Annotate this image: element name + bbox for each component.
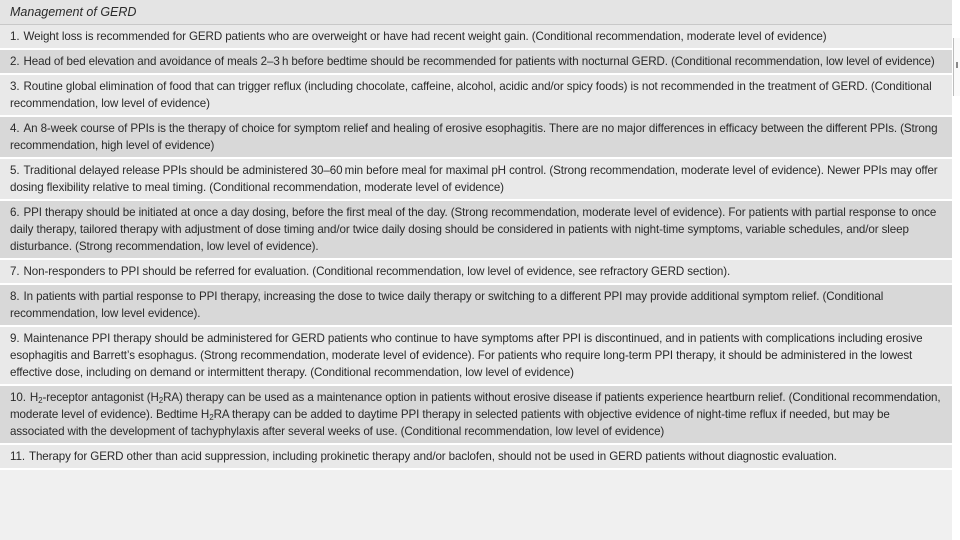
table-row <box>0 260 952 285</box>
row-number: 9. <box>10 332 20 345</box>
row-number: 6. <box>10 206 20 219</box>
row-text: Therapy for GERD other than acid suppression, including prokinetic therapy and/or baclofen, should not be used in GERD patients without diagnostic evaluation. <box>28 450 837 463</box>
row-text: Maintenance PPI therapy should be administered for GERD patients who continue to have symptoms after PPI is discontinued, and in patients with complications including erosive esophagitis and Barrett’s esophagus. (Strong recommendation, moderate level of evidence). For patients who require long-term PPI therapy, it should be administered in the lowest effective dose, including on demand or intermittent therapy. (Conditional recommendation, low level of evidence) <box>10 332 923 379</box>
row-number: 1. <box>10 30 20 43</box>
row-text: Traditional delayed release PPIs should be administered 30–60 min before meal for maximal pH control. (Strong recommendation, moderate level of evidence). Newer PPIs may offer dosing flexibility relative to meal timing. (Conditional recommendation, moderate level of evidence) <box>10 164 938 194</box>
scroll-thumb[interactable] <box>956 62 958 68</box>
row-text: Non-responders to PPI should be referred for evaluation. (Conditional recommendation, low level of evidence, see refractory GERD section). <box>23 265 731 278</box>
row-text-part: RA) therapy can be used as a maintenance option in patients without erosive disease if patients experience heartburn relief. (Conditional recommendation, moderate level of evidence). Bedtime H <box>10 391 941 421</box>
row-text: PPI therapy should be initiated at once a day dosing, before the first meal of the day. (Strong recommendation, moderate level of evidence). For patients with partial response to once daily therapy, tailored therapy with adjustment of dose timing and/or twice daily dosing should be considered in patients with night-time symptoms, variable schedules, and/or sleep disturbance. (Strong recommendation, low level of evidence). <box>10 206 937 253</box>
subscript: 2 <box>209 413 214 422</box>
row-number: 4. <box>10 122 20 135</box>
table-row <box>0 327 952 386</box>
row-number: 10. <box>10 391 26 404</box>
row-number: 8. <box>10 290 20 303</box>
table-row <box>0 386 952 445</box>
row-number: 5. <box>10 164 20 177</box>
table-body <box>0 25 952 470</box>
table-row <box>0 117 952 159</box>
row-text: In patients with partial response to PPI therapy, increasing the dose to twice daily therapy or switching to a different PPI may provide additional symptom relief. (Conditional recommendation, low level evidence). <box>10 290 884 320</box>
table-row <box>0 201 952 260</box>
subscript: 2 <box>38 396 43 405</box>
table-row <box>0 25 952 50</box>
subscript: 2 <box>158 396 164 405</box>
table-row <box>0 50 952 75</box>
row-text: Head of bed elevation and avoidance of meals 2–3 h before bedtime should be recommended for patients with nocturnal GERD. (Conditional recommendation, low level of evidence) <box>23 55 935 68</box>
row-text: Routine global elimination of food that can trigger reflux (including chocolate, caffeine, alcohol, acidic and/or spicy foods) is not recommended in the treatment of GERD. (Conditional recommendation, low level of evidence) <box>10 80 932 110</box>
row-number: 3. <box>10 80 20 93</box>
row-number: 2. <box>10 55 20 68</box>
row-text-part: H <box>29 391 39 404</box>
row-text: An 8-week course of PPIs is the therapy of choice for symptom relief and healing of erosive esophagitis. There are no major differences in efficacy between the different PPIs. (Strong recommendation, high level of evidence) <box>10 122 938 152</box>
table-row <box>0 159 952 201</box>
row-text-part: RA therapy can be added to daytime PPI therapy in selected patients with objective evidence of night-time reflux if needed, but may be associated with the development of tachyphylaxis after several weeks of use. (Conditional recommendation, low level of evidence) <box>10 408 890 438</box>
row-number: 11. <box>10 450 25 463</box>
table-row <box>0 445 952 470</box>
table-title: Management of GERD <box>0 0 952 25</box>
table-row <box>0 285 952 327</box>
row-text-part: -receptor antagonist (H <box>42 391 159 404</box>
table-row <box>0 75 952 117</box>
row-text: Weight loss is recommended for GERD patients who are overweight or have had recent weight gain. (Conditional recommendation, moderate level of evidence) <box>23 30 827 43</box>
row-number: 7. <box>10 265 20 278</box>
